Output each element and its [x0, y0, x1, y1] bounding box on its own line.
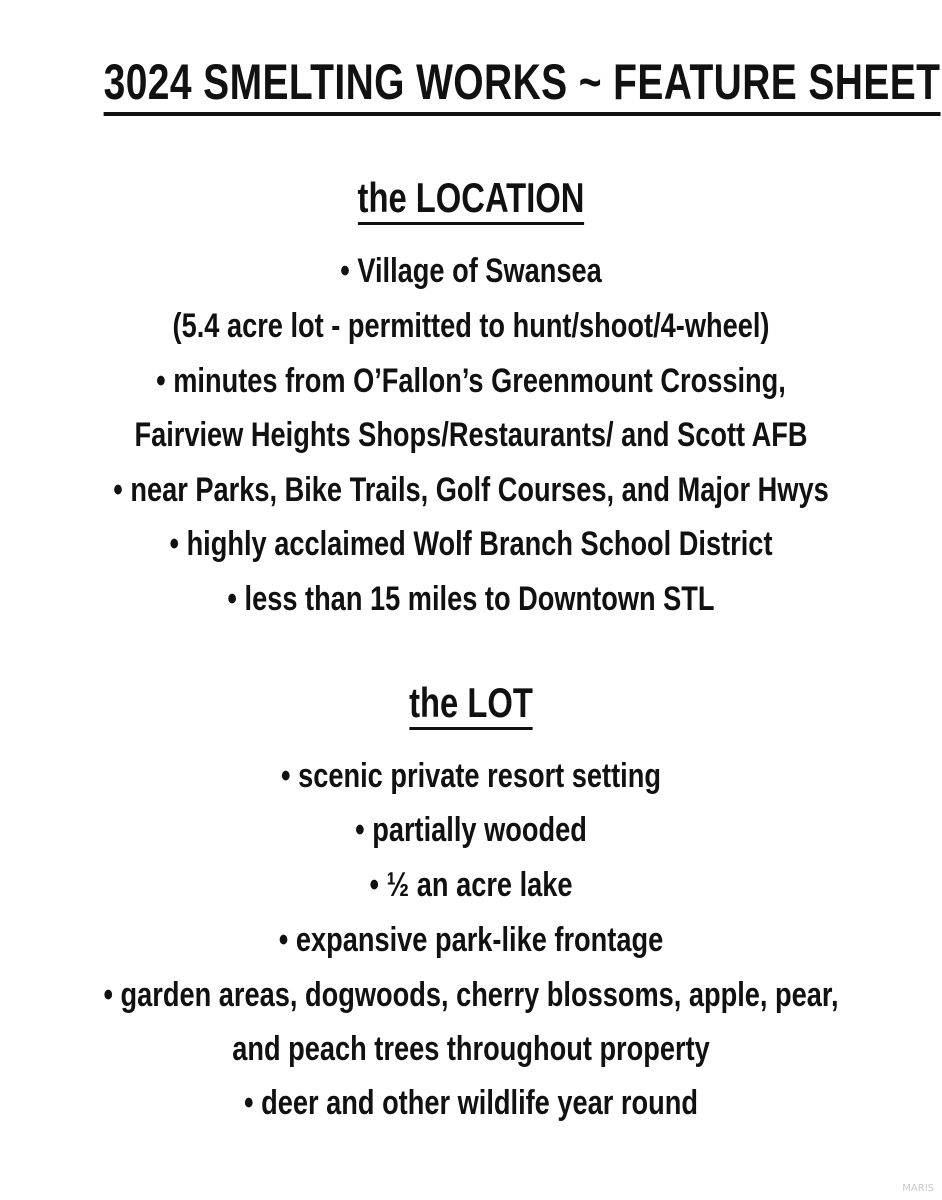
location-line: • near Parks, Bike Trails, Golf Courses, and Major Hwys: [113, 471, 829, 509]
lot-line: • garden areas, dogwoods, cherry blossoms, apple, pear,: [103, 976, 839, 1014]
lot-line: • expansive park-like frontage: [278, 921, 664, 959]
page-title-text: 3024 SMELTING WORKS ~ FEATURE SHEET: [104, 54, 941, 116]
location-line: Fairview Heights Shops/Restaurants/ and Scott AFB: [134, 416, 808, 454]
lot-line: • partially wooded: [355, 811, 587, 849]
watermark: MARIS: [902, 1183, 934, 1194]
page-title: [103, 50, 941, 114]
location-line: • Village of Swansea: [340, 252, 602, 290]
lot-heading-text: the LOT: [409, 679, 533, 730]
lot-line: • ½ an acre lake: [369, 866, 573, 904]
lot-line: • deer and other wildlife year round: [244, 1084, 698, 1122]
location-heading: [104, 172, 839, 224]
location-line: • minutes from O’Fallon’s Greenmount Crossing,: [156, 362, 786, 400]
lot-heading: [104, 677, 839, 729]
location-line: • highly acclaimed Wolf Branch School District: [169, 525, 773, 563]
lot-line: and peach trees throughout property: [232, 1030, 710, 1068]
location-line: • less than 15 miles to Downtown STL: [227, 580, 715, 618]
lot-line: • scenic private resort setting: [281, 757, 661, 795]
location-line: (5.4 acre lot - permitted to hunt/shoot/4-wheel): [172, 307, 770, 345]
location-heading-text: the LOCATION: [358, 174, 585, 225]
